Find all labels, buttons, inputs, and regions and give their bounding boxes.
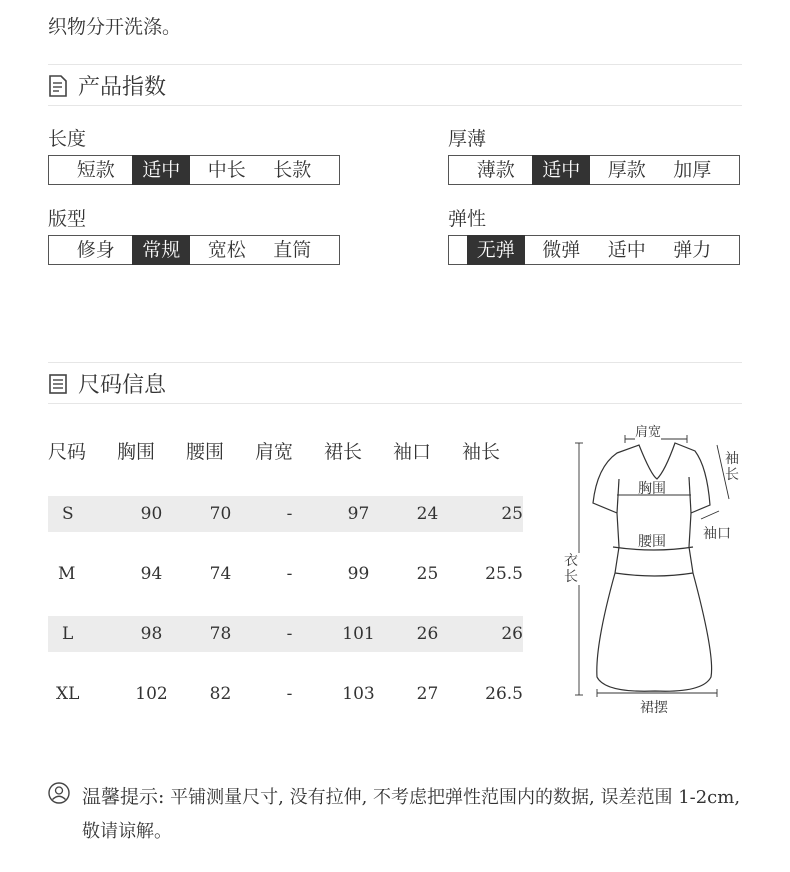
divider xyxy=(48,64,742,65)
tip-section xyxy=(48,780,748,849)
option-moderate-selected: 适中 xyxy=(532,155,590,185)
divider xyxy=(48,105,742,106)
option-slim: 修身 xyxy=(76,239,115,261)
elasticity-options xyxy=(448,235,740,265)
label-length: 衣长 xyxy=(564,553,578,585)
document-icon xyxy=(48,75,68,97)
header-sleeve-length: 袖长 xyxy=(462,440,501,463)
label-hem: 裙摆 xyxy=(640,700,668,716)
cell: 26 xyxy=(462,616,523,652)
cell: 24 xyxy=(393,496,462,532)
header-waist: 腰围 xyxy=(186,440,225,463)
tip-body: 平铺测量尺寸, 没有拉伸, 不考虑把弹性范围内的数据, 误差范围 1-2cm, 敬请谅解。 xyxy=(82,787,741,842)
attr-label-elasticity: 弹性 xyxy=(448,208,487,230)
cell: L xyxy=(48,616,117,652)
table-row xyxy=(48,676,523,712)
cell: 82 xyxy=(209,684,232,704)
tip-text xyxy=(82,780,748,849)
cell: 25 xyxy=(416,564,439,584)
cell: 27 xyxy=(416,684,439,704)
cell: XL xyxy=(56,684,80,704)
cell: - xyxy=(286,684,293,704)
table-row xyxy=(48,556,523,592)
header-shoulder: 肩宽 xyxy=(255,440,294,463)
cell: 70 xyxy=(186,496,255,532)
header-cuff: 袖口 xyxy=(393,440,432,463)
cell: 78 xyxy=(186,616,255,652)
cell: 94 xyxy=(140,564,163,584)
cell: - xyxy=(255,496,324,532)
thickness-options xyxy=(448,155,740,185)
size-table xyxy=(48,428,523,712)
cell: 97 xyxy=(324,496,393,532)
option-moderate-stretch: 适中 xyxy=(607,239,646,261)
cell: 25.5 xyxy=(485,564,523,584)
option-medium-selected: 适中 xyxy=(132,155,190,185)
size-info-title: 尺码信息 xyxy=(78,373,167,398)
option-regular-selected: 常规 xyxy=(132,235,190,265)
cell: 101 xyxy=(324,616,393,652)
divider xyxy=(48,362,742,363)
cell: 26.5 xyxy=(485,684,523,704)
table-row xyxy=(48,496,523,532)
option-long: 长款 xyxy=(273,159,312,181)
header-chest: 胸围 xyxy=(117,440,156,463)
cuff-line xyxy=(701,511,719,519)
tip-title: 温馨提示: xyxy=(82,786,165,808)
label-chest: 胸围 xyxy=(638,481,666,497)
cell: 103 xyxy=(342,684,375,704)
label-waist: 腰围 xyxy=(638,534,666,550)
intro-text: 织物分开洗涤。 xyxy=(48,16,182,38)
table-row xyxy=(48,616,523,652)
option-loose: 宽松 xyxy=(207,239,246,261)
attr-label-fit: 版型 xyxy=(48,208,87,230)
product-index-heading xyxy=(48,70,166,101)
option-thin: 薄款 xyxy=(476,159,515,181)
option-extra-thick: 加厚 xyxy=(673,159,712,181)
table-header-row xyxy=(48,428,523,472)
fit-options xyxy=(48,235,340,265)
header-size: 尺码 xyxy=(48,440,87,463)
cell: 25 xyxy=(462,496,523,532)
length-options xyxy=(48,155,340,185)
cell: - xyxy=(286,564,293,584)
cell: 99 xyxy=(347,564,370,584)
label-shoulder: 肩宽 xyxy=(635,421,661,440)
cell: 102 xyxy=(135,684,168,704)
list-icon xyxy=(48,373,68,395)
option-mid-long: 中长 xyxy=(207,159,246,181)
cell: 98 xyxy=(117,616,186,652)
label-sleeve-length: 袖长 xyxy=(725,451,739,483)
size-info-heading xyxy=(48,368,166,399)
cell: 90 xyxy=(117,496,186,532)
cell: - xyxy=(255,616,324,652)
option-straight: 直筒 xyxy=(273,239,312,261)
cell: M xyxy=(58,564,76,584)
sleeve-seam-left xyxy=(617,479,619,513)
option-slight-stretch: 微弹 xyxy=(542,239,581,261)
option-high-stretch: 弹力 xyxy=(673,239,712,261)
header-skirt-length: 裙长 xyxy=(324,440,363,463)
option-no-stretch-selected: 无弹 xyxy=(467,235,525,265)
attr-label-thickness: 厚薄 xyxy=(448,128,487,150)
user-icon xyxy=(48,782,70,804)
attr-label-length: 长度 xyxy=(48,128,87,150)
cell: S xyxy=(48,496,117,532)
option-thick: 厚款 xyxy=(607,159,646,181)
waist-band-lower xyxy=(615,573,693,576)
option-short: 短款 xyxy=(76,159,115,181)
product-index-title: 产品指数 xyxy=(78,75,167,100)
label-cuff: 袖口 xyxy=(703,526,731,542)
divider xyxy=(48,403,742,404)
cell: 74 xyxy=(209,564,232,584)
cell: 26 xyxy=(393,616,462,652)
